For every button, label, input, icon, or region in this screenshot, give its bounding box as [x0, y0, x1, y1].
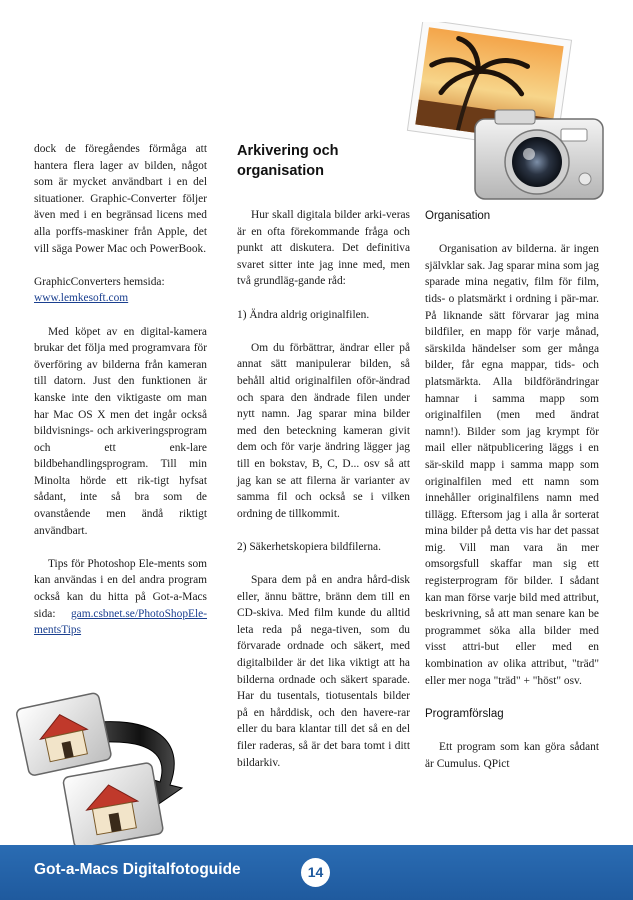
subheading-organisation: Organisation	[425, 210, 491, 222]
paragraph	[34, 274, 207, 307]
paragraph: Ett program som kan göra sådant är Cumulus. QPict	[425, 741, 599, 770]
homepage-label: GraphicConverters hemsida:	[34, 275, 165, 288]
paragraph: Om du förbättrar, ändrar eller på annat sätt manipulerar bilden, så behåll altid originalfilen oför-ändrad och spara den ändrade filen under nytt namn. Jag sparar mina bilder med den beteckning kameran givit dem och för varje ändring lägger jag till en bokstav, B, C, D... osv så att jag kan se att filerna är varianter av samma fil och också se i vilken ordning de tillkommit.	[237, 341, 410, 520]
tips-text: Tips för Photoshop Ele-ments som kan användas i en del andra program också kan du hitta på Got-a-Macs sida:	[34, 557, 207, 620]
paragraph: Hur skall digitala bilder arki-veras är en ofta förekommande fråga och punkt att diskutera. Det definitiva svaret sitter inte jag inne med, men två grundläg-gande råd:	[237, 209, 410, 288]
photoshop-tips-link[interactable]: gam.csbnet.se/PhotoShopEle-mentsTips	[34, 607, 207, 637]
paragraph: Organisation av bilderna. är ingen självklar sak. Jag sparar mina som jag sparade mina negativ, film för film, tids- o platsmärkt i ordning i pär-mar. På liknande sätt förvarar jag mina bildfiler, en mapp för varje månad, särskilda händelser som ger många bilder, får egna mappar, tids- och platsmärkta. Alla bildförändringar hamnar i samma mapp som originalfilen (men med ändrat namn!). Bilder som jag krympt för mail eller nätpublicering läggs i en sär-skild mapp i samma mapp som originalfilen med ett namn som innehåller originalfilens namn med tillägg. Eftersom jag i alla år sorterat mina bilder på detta vis har det passat mig. Vill man vara än mer omsorgsfull skaffar man sig ett registerprogram för bilder. I sådant kan man förse varje bild med attribut, beskrivning, så att man senare kan be programmet söka alla bilder med visst attri-but eller med en kombination av olika attribut, "träd" eller mer noga "träd" + "höst" osv.	[425, 243, 599, 687]
iphoto-camera-icon	[405, 22, 610, 200]
page-number: 14	[301, 858, 330, 887]
section-heading: Arkivering och organisation	[237, 143, 339, 179]
column-2	[237, 141, 410, 788]
subheading-programforslag: Programförslag	[425, 707, 504, 720]
paragraph: Med köpet av en digital-kamera brukar det följa med programvara för överföring av bilderna från kameran till datorn. Just den funktionen är kanske inte den viktigaste om man har Mac OS X men det ingår också bildvisnings- och arkiveringsprogram och ett enk-lare bildbehandlingsprogram. Till min Minolta hörde ett rik-tigt hyfsat sådant, inte så bra som de ovanstående men ändå riktigt användbart.	[34, 325, 207, 537]
rule-2: 2) Säkerhetskopiera bildfilerna.	[237, 540, 381, 553]
house-arrow-icon	[10, 690, 195, 848]
paragraph	[34, 556, 207, 639]
column-3	[425, 208, 599, 789]
footer-bar	[0, 845, 633, 900]
column-1	[34, 141, 207, 655]
rule-1: 1) Ändra aldrig originalfilen.	[237, 308, 370, 321]
paragraph: dock de föregåendes förmåga att hantera flera lager av bilden, något som är mycket användbart i en del situationer. Graphic-Converter följer även med i en begränsad licens med alla porffs-maskiner från Apple, det vill säga Power Mac och PowerBook.	[34, 143, 207, 255]
paragraph: Spara dem på en andra hård-disk eller, ännu bättre, bränn dem till en CD-skiva. Med film kunde du alltid leta reda på nega-tiven, som du förvarade ordnade och säkert, med digitalbilder är det lika viktigt att ha bilderna ordnade och säkert sparade. Har du tusentals, tiotusentals bilder på en hårddisk, och den haverе-rar eller du bara klantar till det så en del filer raderas, så är det bara tomt i ditt bildarkiv.	[237, 574, 410, 769]
footer-title: Got-a-Macs Digitalfotoguide	[34, 861, 241, 878]
lemkesoft-link[interactable]: www.lemkesoft.com	[34, 292, 129, 305]
